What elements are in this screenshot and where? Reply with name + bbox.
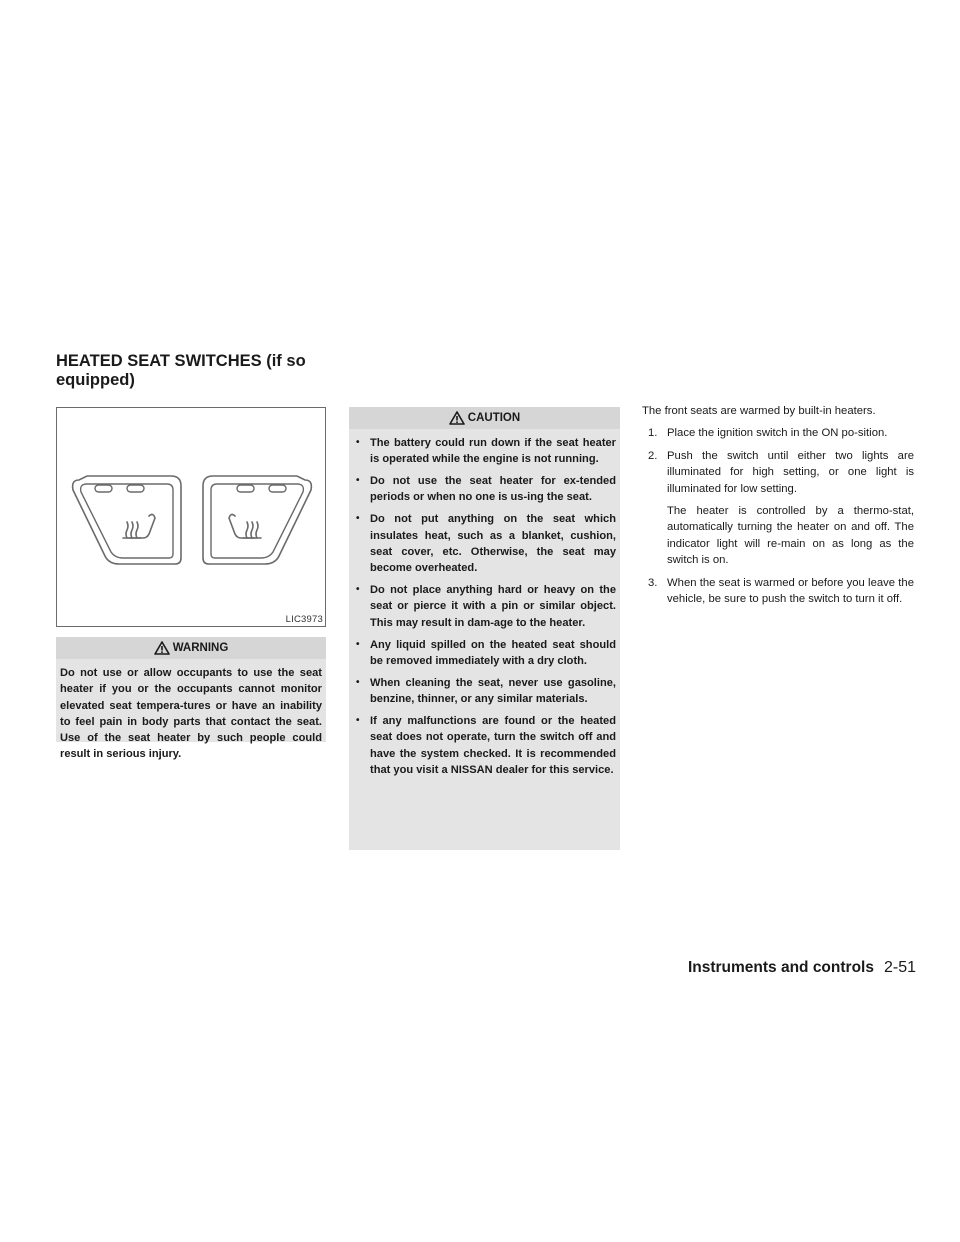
intro-paragraph: The front seats are warmed by built-in heaters. — [642, 405, 876, 417]
instructions-column — [642, 403, 914, 607]
caution-item: • The battery could run down if the seat heater is operated while the engine is not running. — [355, 435, 616, 468]
warning-triangle-icon — [449, 411, 465, 425]
caution-item: • When cleaning the seat, never use gasoline, benzine, thinner, or any similar materials. — [355, 675, 616, 708]
page-footer — [688, 959, 916, 977]
page-number: 2-51 — [883, 959, 916, 976]
warning-box — [56, 637, 326, 761]
steps-list — [642, 425, 914, 607]
warning-heading: WARNING — [172, 642, 229, 654]
warning-text: Do not use or allow occupants to use the seat heater if you or the occupants cannot monitor elevated seat tempera-tures or have an inability to feel pain in body parts that contact the seat. Use of the seat heater by such people could result in serious injury. — [60, 667, 322, 761]
chapter-title: Instruments and controls — [687, 959, 874, 976]
heated-seat-switch-icon — [57, 408, 327, 628]
caution-box — [349, 407, 620, 850]
caution-header — [349, 407, 620, 429]
step-item — [642, 448, 914, 569]
step-text: When the seat is warmed or before you leave the vehicle, be sure to push the switch to turn it off. — [667, 576, 914, 606]
step-text: Push the switch until either two lights are illuminated for high setting, or one light is illuminated for low setting. — [667, 449, 914, 495]
caution-list — [349, 429, 620, 778]
caution-heading: CAUTION — [467, 412, 521, 424]
step-item — [642, 425, 914, 441]
step-text: Place the ignition switch in the ON po-sition. — [667, 427, 888, 440]
warning-triangle-icon — [154, 641, 170, 655]
heated-seat-figure — [56, 407, 326, 627]
caution-item: • Any liquid spilled on the heated seat should be removed immediately with a dry cloth. — [355, 637, 616, 670]
caution-item: • If any malfunctions are found or the heated seat does not operate, turn the switch off and have the system checked. It is recommended that you visit a NISSAN dealer for this service. — [355, 713, 616, 778]
caution-item: • Do not use the seat heater for ex-tended periods or when no one is us-ing the seat. — [355, 473, 616, 506]
warning-header — [56, 637, 326, 659]
figure-id: LIC3973 — [285, 614, 323, 625]
step-note: The heater is controlled by a thermo-stat, automatically turning the heater on and off. The indicator light will re-main on as long as the switch is on. — [667, 505, 914, 567]
caution-item: • Do not put anything on the seat which insulates heat, such as a blanket, cushion, seat cover, etc. Otherwise, the seat may become overheated. — [355, 511, 616, 576]
section-title: HEATED SEAT SWITCHES (if so equipped) — [56, 352, 306, 389]
step-item — [642, 575, 914, 608]
step-number: 2. — [648, 449, 658, 462]
step-number: 3. — [648, 576, 658, 589]
caution-item: • Do not place anything hard or heavy on the seat or pierce it with a pin or similar object. This may result in dam-age to the heater. — [355, 582, 616, 631]
step-number: 1. — [648, 427, 658, 440]
